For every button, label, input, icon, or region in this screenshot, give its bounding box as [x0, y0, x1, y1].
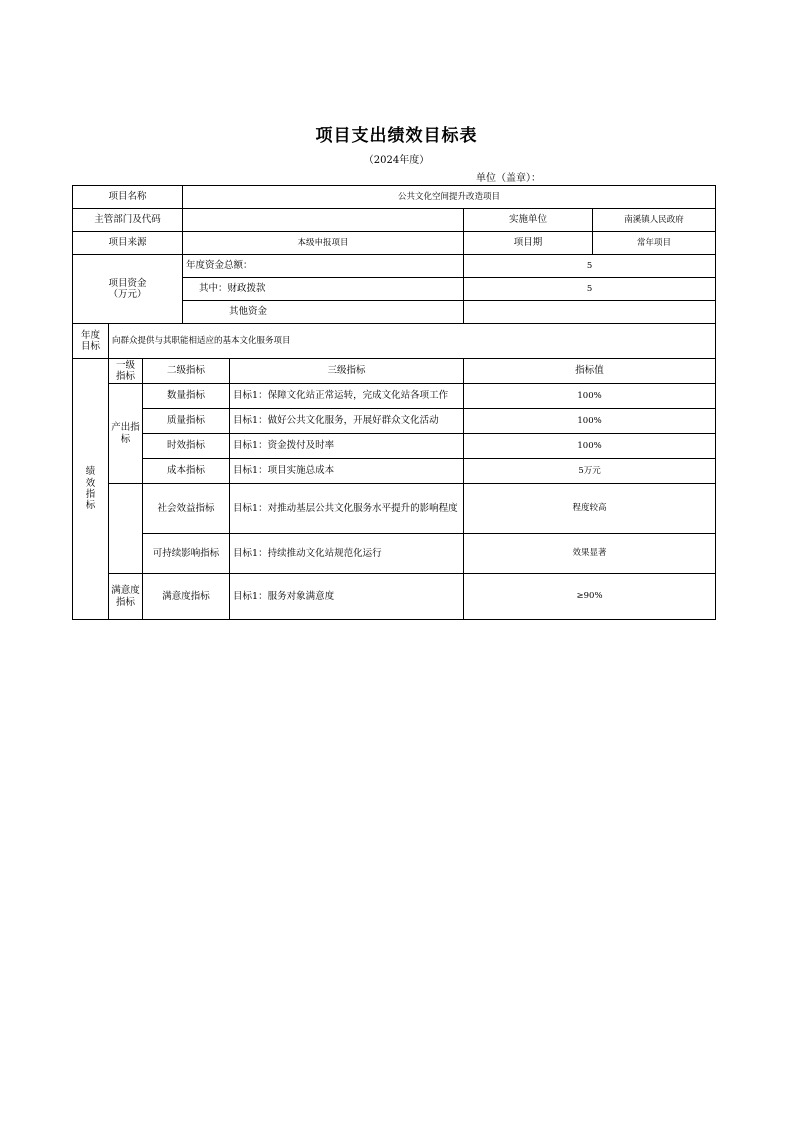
annual-goal-row: [73, 324, 716, 359]
indicator-row: [73, 459, 716, 484]
level3-cell: 目标1：对推动基层公共文化服务水平提升的影响程度: [230, 484, 464, 534]
funds-total-row: [73, 255, 716, 278]
level3-cell: 目标1：持续推动文化站规范化运行: [230, 534, 464, 574]
department-value: [183, 209, 464, 232]
indicator-value-cell: ≥90%: [464, 574, 716, 620]
level2-cell: 质量指标: [143, 409, 230, 434]
department-row: [73, 209, 716, 232]
impl-unit-value: 南溪镇人民政府: [593, 209, 716, 232]
source-label: 项目来源: [73, 232, 183, 255]
effect-indicator-label: [109, 484, 143, 574]
unit-stamp-label: 单位（盖章）：: [476, 173, 541, 184]
indicator-value-cell: 效果显著: [464, 534, 716, 574]
level2-cell: 数量指标: [143, 384, 230, 409]
performance-table: [72, 185, 716, 620]
level3-cell: 目标1：做好公共文化服务，开展好群众文化活动: [230, 409, 464, 434]
project-name-label: 项目名称: [73, 186, 183, 209]
indicator-row: [73, 574, 716, 620]
funds-label-line1: 项目资金: [108, 277, 147, 289]
level1-header: 一级 指标: [109, 359, 143, 384]
satisfaction-indicator-label: 满意度 指标: [109, 574, 143, 620]
source-value: 本级申报项目: [183, 232, 464, 255]
project-name-row: [73, 186, 716, 209]
period-value: 常年项目: [593, 232, 716, 255]
annual-goal-value: 向群众提供与其职能相适应的基本文化服务项目: [109, 324, 716, 359]
indicator-row: [73, 434, 716, 459]
funds-total-label: 年度资金总额：: [183, 255, 464, 278]
indicator-row: [73, 484, 716, 534]
level3-cell: 目标1：保障文化站正常运转，完成文化站各项工作: [230, 384, 464, 409]
annual-goal-label-line2: 目标: [80, 341, 100, 352]
indicator-value-cell: 100%: [464, 409, 716, 434]
level3-cell: 目标1：资金拨付及时率: [230, 434, 464, 459]
level2-cell: 时效指标: [143, 434, 230, 459]
impl-unit-label: 实施单位: [464, 209, 593, 232]
level3-cell: 目标1：项目实施总成本: [230, 459, 464, 484]
funds-label-line2: （万元）: [108, 289, 147, 300]
funds-label: [73, 255, 183, 324]
indicator-row: [73, 409, 716, 434]
level2-cell: 可持续影响指标: [143, 534, 230, 574]
level2-header: 二级指标: [143, 359, 230, 384]
department-label: 主管部门及代码: [73, 209, 183, 232]
indicator-row: [73, 384, 716, 409]
level3-header: 三级指标: [230, 359, 464, 384]
annual-goal-label: [73, 324, 109, 359]
output-indicator-label: 产出指 标: [109, 384, 143, 484]
level3-cell: 目标1：服务对象满意度: [230, 574, 464, 620]
indicator-value-cell: 程度较高: [464, 484, 716, 534]
indicator-value-cell: 100%: [464, 384, 716, 409]
indicator-value-cell: 5万元: [464, 459, 716, 484]
funds-total-value: 5: [464, 255, 716, 278]
indicator-value-cell: 100%: [464, 434, 716, 459]
level2-cell: 成本指标: [143, 459, 230, 484]
indicator-header-row: [73, 359, 716, 384]
page-title: 项目支出绩效目标表: [315, 126, 478, 146]
project-name-value: 公共文化空间提升改造项目: [183, 186, 716, 209]
level2-cell: 满意度指标: [143, 574, 230, 620]
indicator-section-label: 绩 效 指 标: [73, 359, 109, 620]
level2-cell: 社会效益指标: [143, 484, 230, 534]
indicator-row: [73, 534, 716, 574]
funds-other-label: 其他资金: [183, 301, 464, 324]
funds-other-value: [464, 301, 716, 324]
funds-fiscal-label: 其中：财政拨款: [183, 278, 464, 301]
funds-fiscal-value: 5: [464, 278, 716, 301]
source-row: [73, 232, 716, 255]
indicator-value-header: 指标值: [464, 359, 716, 384]
annual-goal-label-line1: 年度: [80, 329, 100, 341]
period-label: 项目期: [464, 232, 593, 255]
year-label: （2024年度）: [363, 155, 430, 166]
